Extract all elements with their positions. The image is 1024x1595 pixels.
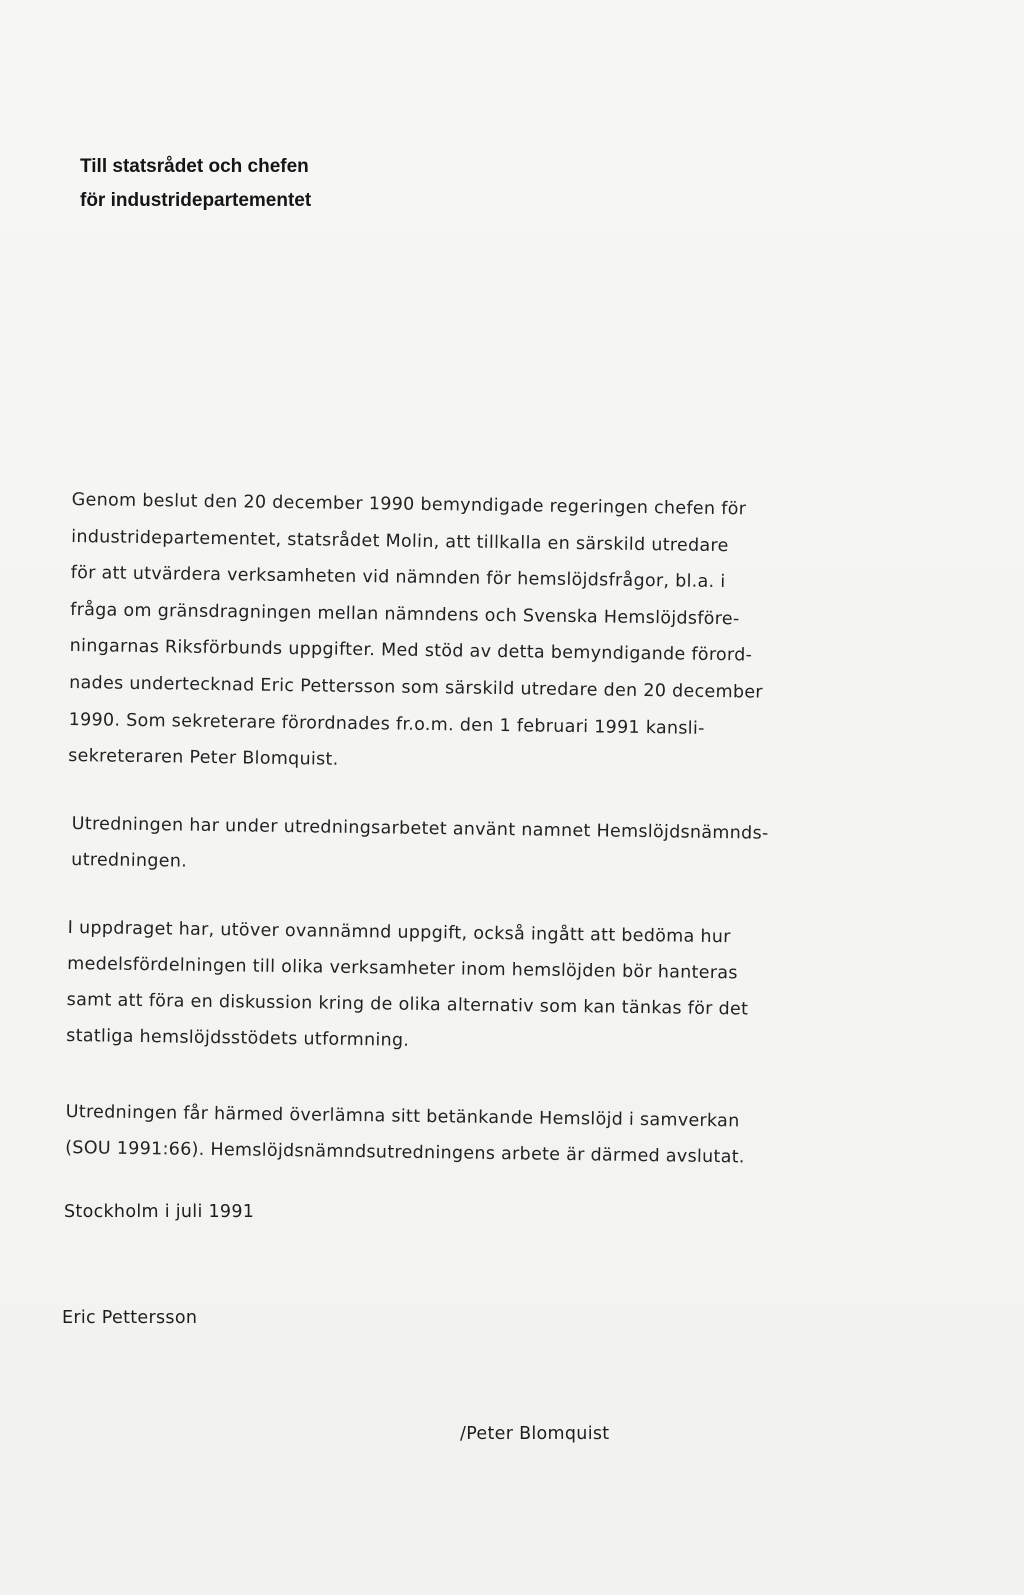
text-line: Genom beslut den 20 december 1990 bemyndigade regeringen chefen för [71, 489, 747, 520]
text-line: fråga om gränsdragningen mellan nämndens och Svenska Hemslöjdsföre- [70, 599, 740, 630]
addressee-heading [80, 150, 311, 218]
paragraph-submission [65, 1094, 866, 1177]
text-line: utredningen. [71, 849, 188, 872]
text-line: industridepartementet, statsrådet Molin, att tillkalla en särskild utredare [71, 526, 729, 556]
text-line: sekreteraren Peter Blomquist. [68, 746, 339, 770]
text-line: samt att föra en diskussion kring de olika alternativ som kan tänkas för det [66, 989, 749, 1020]
text-line: I uppdraget har, utöver ovannämnd uppgift, också ingått att bedöma hur [67, 917, 731, 948]
text-line: medelsfördelningen till olika verksamheter inom hemslöjden bör hanteras [67, 953, 738, 984]
paragraph-appointment [68, 482, 872, 786]
text-line: statliga hemslöjdsstödets utformning. [66, 1025, 410, 1051]
signature-secondary: /Peter Blomquist [460, 1424, 610, 1444]
text-line: nades undertecknad Eric Pettersson som särskild utredare den 20 december [69, 672, 764, 703]
signature-primary: Eric Pettersson [62, 1308, 198, 1328]
place-date: Stockholm i juli 1991 [64, 1202, 255, 1222]
addressee-line-2: för industridepartementet [80, 190, 312, 211]
text-line: (SOU 1991:66). Hemslöjdsnämndsutredningens arbete är därmed avslutat. [65, 1137, 745, 1168]
text-line: Utredningen har under utredningsarbetet använt namnet Hemslöjdsnämnds- [71, 813, 769, 844]
text-line: 1990. Som sekreterare förordnades fr.o.m. den 1 februari 1991 kansli- [68, 709, 705, 739]
paragraph-name [71, 806, 872, 889]
text-line: Utredningen får härmed överlämna sitt betänkande Hemslöjd i samverkan [65, 1101, 740, 1132]
text-line: ningarnas Riksförbunds uppgifter. Med stöd av detta bemyndigande förord- [69, 636, 753, 666]
addressee-line-1: Till statsrådet och chefen [80, 156, 309, 177]
paragraph-assignment [66, 910, 868, 1065]
text-line: för att utvärdera verksamheten vid nämnden för hemslöjdsfrågor, bl.a. i [70, 563, 726, 593]
